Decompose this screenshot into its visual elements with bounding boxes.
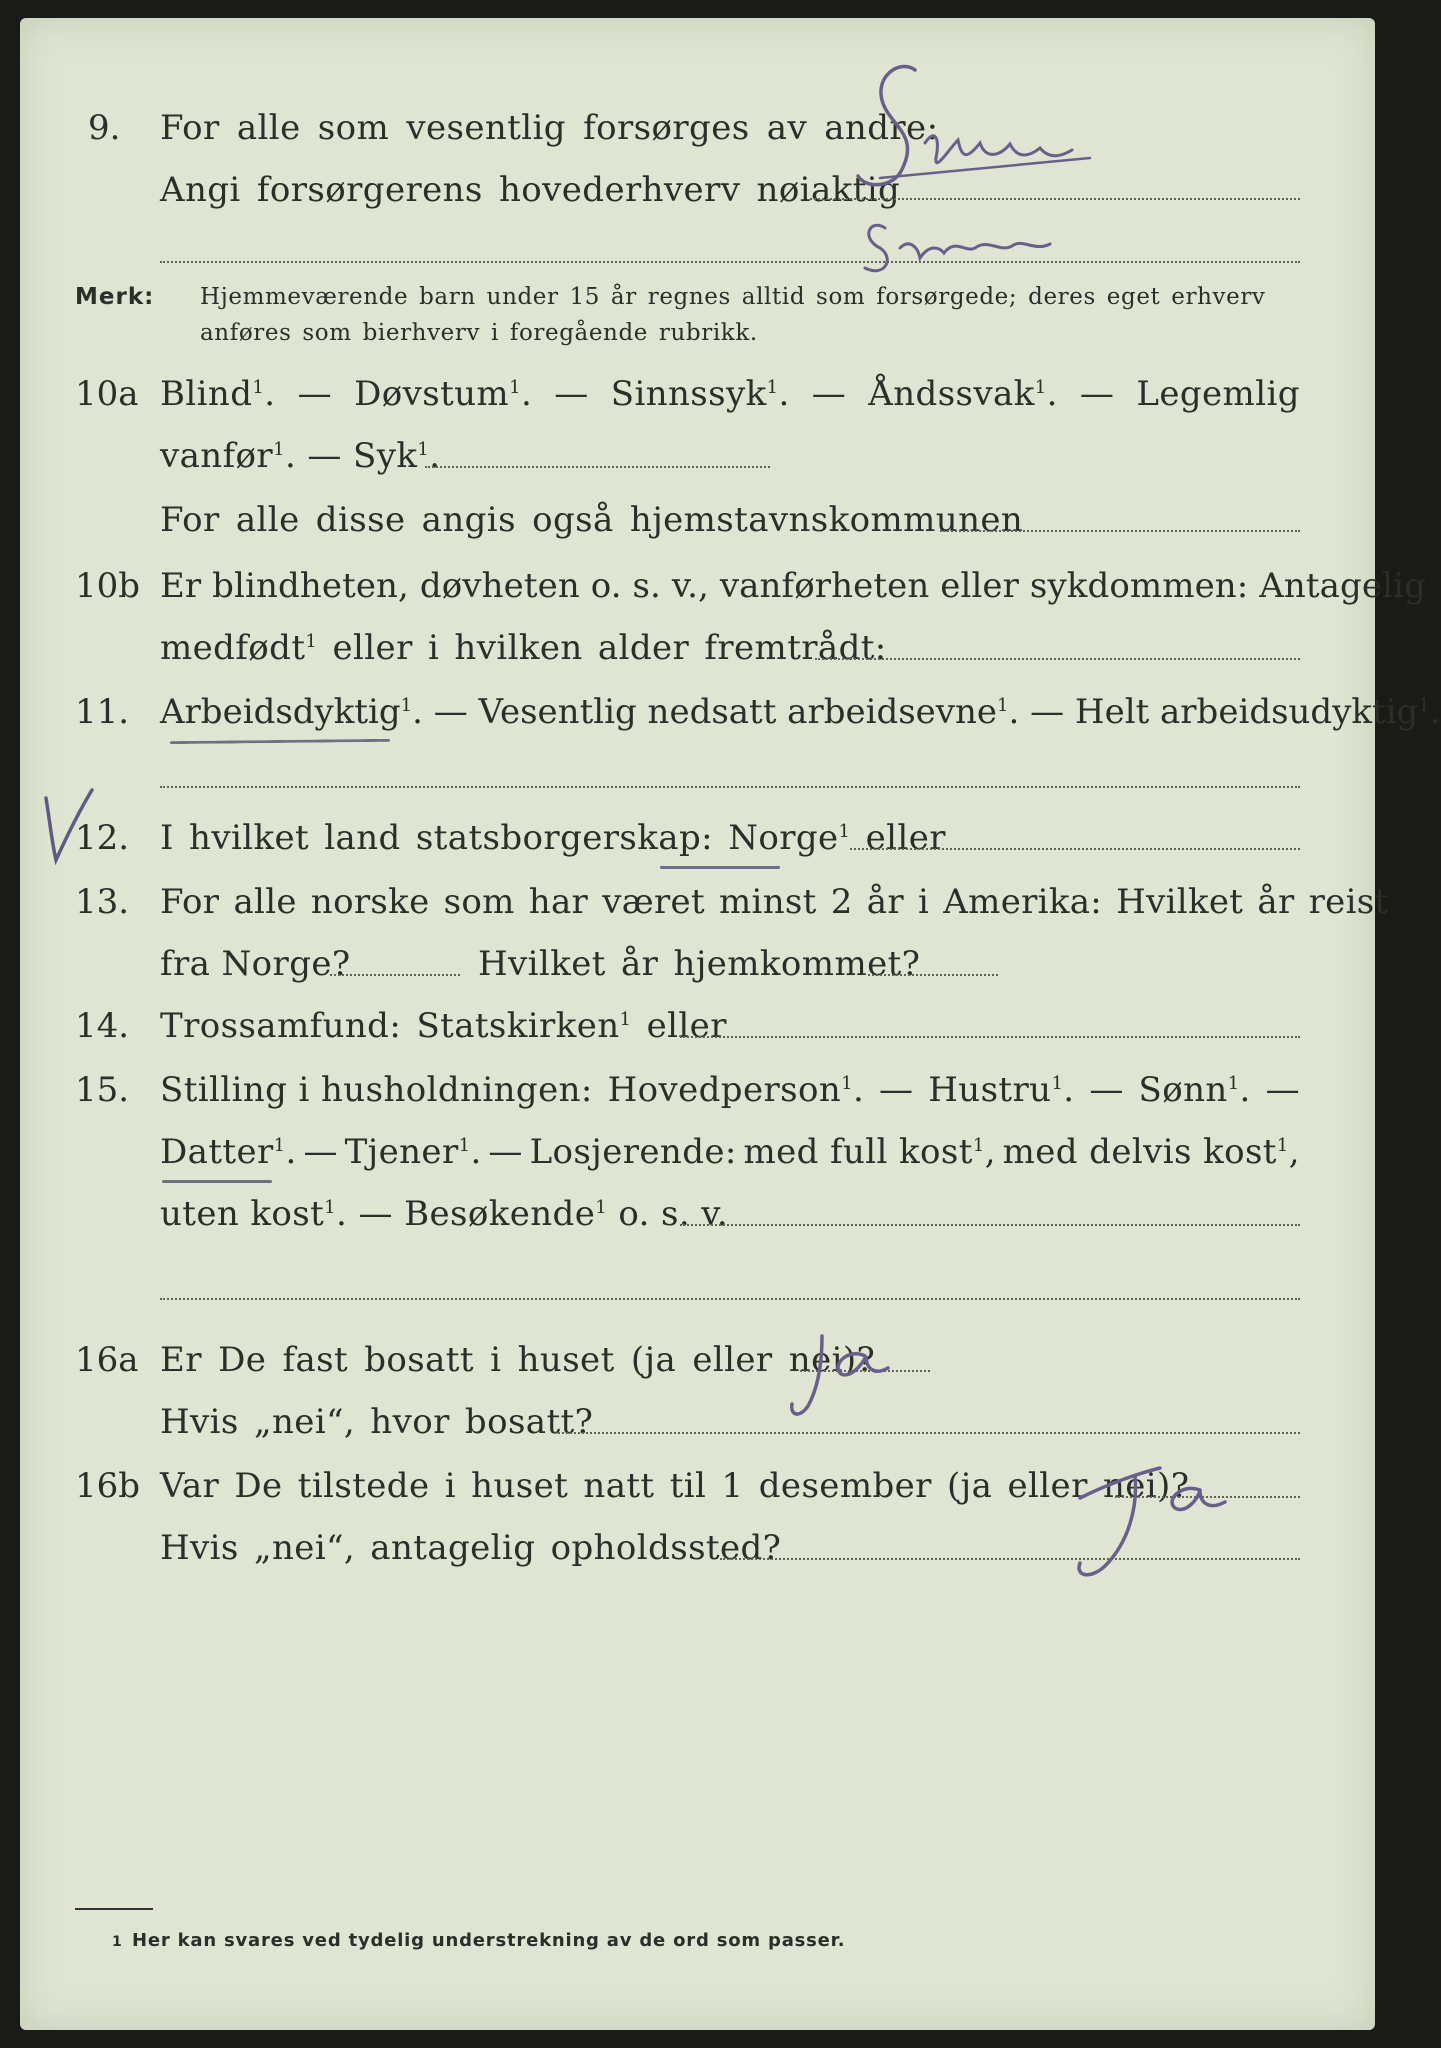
census-form-page bbox=[20, 18, 1441, 2030]
q14-opt-statskirken[interactable]: Statskirken$^1$ bbox=[416, 1006, 632, 1046]
dash: — bbox=[297, 374, 332, 414]
q14-eller: eller bbox=[646, 1006, 727, 1046]
q10a-line1 bbox=[160, 374, 1300, 414]
q10a-opt-andssvak[interactable]: Åndssvak$^1$. bbox=[868, 374, 1058, 414]
footnote-rule bbox=[75, 1908, 153, 1910]
q10a-opt-vanfor[interactable]: vanfør$^1$. bbox=[160, 436, 297, 476]
q12-eller: eller bbox=[865, 818, 946, 858]
q10b-opt-medfodt[interactable]: medfødt$^1$ bbox=[160, 628, 318, 668]
q15-losjerende: Losjerende: bbox=[529, 1132, 737, 1172]
q15-other-line[interactable] bbox=[680, 1224, 1300, 1226]
q10a-syk-line[interactable] bbox=[425, 466, 770, 468]
q9-handwritten-answer bbox=[840, 48, 1240, 298]
dash: — bbox=[433, 692, 468, 732]
q10a-number: 10a bbox=[75, 374, 139, 414]
q11-number: 11. bbox=[75, 692, 130, 732]
q15-extra-line[interactable] bbox=[160, 1298, 1300, 1300]
q10b-line1: Er blindheten, døvheten o. s. v., vanførheten eller sykdommen: Antagelig bbox=[160, 566, 1426, 606]
q10a-opt-blind[interactable]: Blind$^1$. bbox=[160, 374, 276, 414]
dash: — bbox=[811, 374, 847, 414]
dash: — bbox=[879, 1070, 914, 1110]
footnote-mark: 1 bbox=[112, 1934, 123, 1950]
q11-opt-nedsatt[interactable]: Vesentlig nedsatt arbeidsevne$^1$. bbox=[478, 692, 1020, 732]
dash: — bbox=[358, 1194, 393, 1234]
q14-other-line[interactable] bbox=[680, 1036, 1300, 1038]
q10a-line3: For alle disse angis også hjemstavnskommunen bbox=[160, 500, 1024, 540]
q15-opt-fullkost[interactable]: med full kost$^1$, bbox=[743, 1132, 996, 1172]
q10a-hjemstavn-line[interactable] bbox=[940, 530, 1300, 532]
q16b-line2: Hvis „nei“, antagelig opholdssted? bbox=[160, 1528, 782, 1568]
q13-hjemkommet-line[interactable] bbox=[868, 974, 998, 976]
q15-line2 bbox=[160, 1132, 1300, 1172]
q15-underline-mark bbox=[162, 1180, 272, 1183]
merk-line1: Hjemmeværende barn under 15 år regnes alltid som forsørgede; deres eget erhverv bbox=[200, 284, 1266, 310]
q12-opt-norge[interactable]: Norge$^1$ bbox=[728, 818, 851, 858]
q9-number: 9. bbox=[88, 108, 121, 148]
q15-opt-besokende[interactable]: Besøkende$^1$ bbox=[404, 1194, 608, 1234]
q10a-line2 bbox=[160, 436, 440, 476]
q12-underline-mark bbox=[660, 866, 780, 869]
q13-line2a: fra Norge? bbox=[160, 944, 351, 984]
dash: — bbox=[303, 1132, 338, 1172]
q15-number: 15. bbox=[75, 1070, 130, 1110]
q15-opt-datter[interactable]: Datter$^1$. bbox=[160, 1132, 297, 1172]
q11-underline-mark bbox=[170, 739, 390, 744]
q13-line2b: Hvilket år hjemkommet? bbox=[478, 944, 921, 984]
q16a-line2: Hvis „nei“, hvor bosatt? bbox=[160, 1402, 594, 1442]
q14-text: Trossamfund: bbox=[160, 1006, 402, 1046]
q16a-number: 16a bbox=[75, 1340, 139, 1380]
q16b-handwritten-answer bbox=[1050, 1428, 1250, 1588]
q12-text: I hvilket land statsborgerskap: bbox=[160, 818, 713, 858]
q15-osv: o. s. v. bbox=[618, 1194, 729, 1234]
q13-reist-line[interactable] bbox=[330, 974, 460, 976]
q16a-line1: Er De fast bosatt i huset (ja eller nei)? bbox=[160, 1340, 876, 1380]
dash: — bbox=[1265, 1070, 1300, 1110]
q11-extra-line[interactable] bbox=[160, 786, 1300, 788]
dash: — bbox=[1079, 374, 1115, 414]
merk-label: Merk: bbox=[75, 284, 155, 310]
q15-opt-hovedperson[interactable]: Hovedperson$^1$. bbox=[607, 1070, 865, 1110]
q10b-number: 10b bbox=[75, 566, 141, 606]
q10b-alder-line[interactable] bbox=[815, 658, 1300, 660]
q15-line3 bbox=[160, 1194, 728, 1234]
q12-line1 bbox=[160, 818, 946, 858]
q13-number: 13. bbox=[75, 882, 130, 922]
q14-line1 bbox=[160, 1006, 727, 1046]
q10a-opt-syk[interactable]: Syk$^1$. bbox=[353, 436, 441, 476]
footnote-text: Her kan svares ved tydelig understrekning av de ord som passer. bbox=[132, 1930, 846, 1951]
merk-line2: anføres som bierhverv i foregående rubrikk. bbox=[200, 320, 758, 346]
q15-opt-hustru[interactable]: Hustru$^1$. bbox=[928, 1070, 1075, 1110]
q10a-opt-legemlig[interactable]: Legemlig bbox=[1136, 374, 1300, 414]
q15-line1 bbox=[160, 1070, 1300, 1110]
q14-number: 14. bbox=[75, 1006, 130, 1046]
q12-number: 12. bbox=[75, 818, 130, 858]
dash: — bbox=[307, 436, 342, 476]
q10a-opt-sinnssyk[interactable]: Sinnssyk$^1$. bbox=[610, 374, 790, 414]
q15-opt-tjener[interactable]: Tjener$^1$. bbox=[344, 1132, 482, 1172]
q11-opt-udyktig[interactable]: Helt arbeidsudyktig$^1$. bbox=[1074, 692, 1441, 732]
q12-other-land-line[interactable] bbox=[850, 848, 1300, 850]
q15-opt-delviskost[interactable]: med delvis kost$^1$, bbox=[1002, 1132, 1300, 1172]
q9-line2: Angi forsørgerens hovederhverv nøiaktig bbox=[160, 170, 901, 210]
q11-opt-arbeidsdyktig[interactable]: Arbeidsdyktig$^1$. bbox=[160, 692, 423, 732]
dash: — bbox=[554, 374, 589, 414]
q16b-number: 16b bbox=[75, 1466, 141, 1506]
q16a-handwritten-answer bbox=[770, 1318, 930, 1428]
q16b-line1: Var De tilstede i huset natt til 1 desember (ja eller nei)? bbox=[160, 1466, 1190, 1506]
q9-line1: For alle som vesentlig forsørges av andre: bbox=[160, 108, 939, 148]
q11-line1 bbox=[160, 692, 1441, 732]
dash: — bbox=[1089, 1070, 1124, 1110]
dash: — bbox=[488, 1132, 523, 1172]
q10b-line2-text: eller i hvilken alder fremtrådt: bbox=[317, 628, 887, 668]
q10a-opt-dovstum[interactable]: Døvstum$^1$. bbox=[354, 374, 533, 414]
q13-line1: For alle norske som har været minst 2 år i Amerika: Hvilket år reist bbox=[160, 882, 1389, 922]
q15-opt-sonn[interactable]: Sønn$^1$. bbox=[1138, 1070, 1251, 1110]
q10b-line2 bbox=[160, 628, 887, 668]
q16b-opholdssted-line[interactable] bbox=[720, 1558, 1300, 1560]
q15-label: Stilling i husholdningen: bbox=[160, 1070, 593, 1110]
q15-opt-utenkost[interactable]: uten kost$^1$. bbox=[160, 1194, 348, 1234]
dash: — bbox=[1030, 692, 1065, 732]
